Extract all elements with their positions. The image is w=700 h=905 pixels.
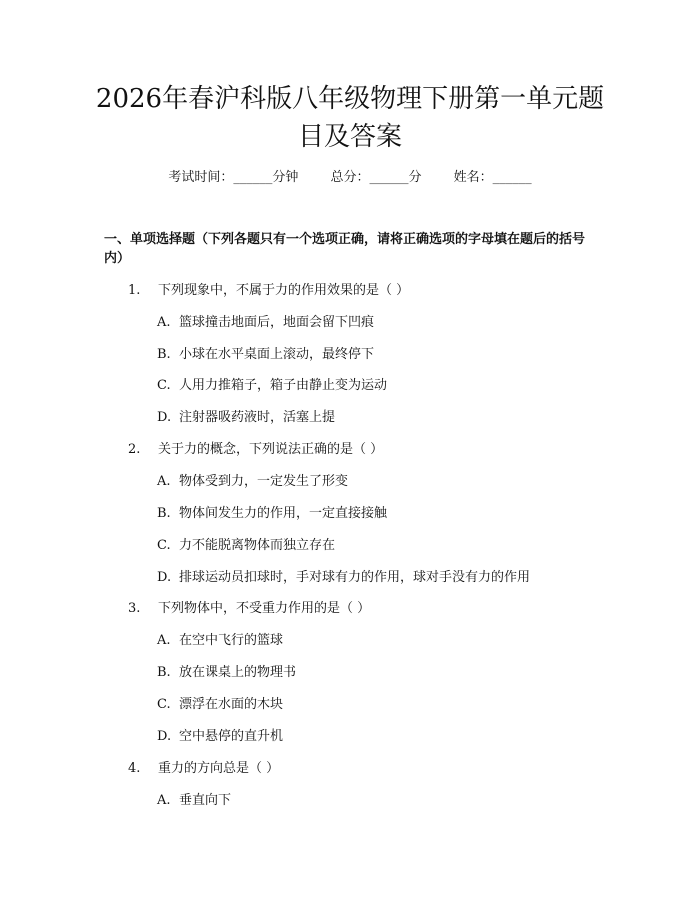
- option-letter: D.: [157, 729, 172, 744]
- question-1-option-a: [157, 313, 374, 333]
- option-letter: A.: [157, 315, 171, 330]
- option-text: 人用力推箱子，箱子由静止变为运动: [179, 378, 388, 393]
- option-letter: C.: [157, 378, 171, 393]
- question-3: [128, 599, 370, 619]
- question-3-option-b: [157, 663, 296, 683]
- option-letter: C.: [157, 697, 171, 712]
- question-2-option-c: [157, 536, 335, 556]
- question-text: 下列物体中，不受重力作用的是（ ）: [158, 601, 371, 616]
- question-number: 4.: [128, 761, 141, 776]
- question-2-option-a: [157, 472, 348, 492]
- question-1-option-b: [157, 345, 374, 365]
- exam-meta: [0, 168, 700, 188]
- option-text: 篮球撞击地面后，地面会留下凹痕: [179, 315, 375, 330]
- question-text: 关于力的概念，下列说法正确的是（ ）: [158, 442, 384, 457]
- question-text: 下列现象中，不属于力的作用效果的是（ ）: [158, 283, 410, 298]
- question-2-option-d: [157, 568, 530, 588]
- option-text: 空中悬停的直升机: [179, 729, 284, 744]
- option-letter: A.: [157, 474, 171, 489]
- question-1-option-d: [157, 408, 335, 428]
- option-text: 垂直向下: [179, 793, 232, 808]
- page-title: 2026年春沪科版八年级物理下册第一单元题目及答案: [95, 84, 605, 152]
- student-name-field: 姓名：______: [453, 170, 532, 185]
- question-number: 3.: [128, 601, 141, 616]
- option-text: 物体受到力，一定发生了形变: [179, 474, 349, 489]
- option-letter: B.: [157, 506, 171, 521]
- option-letter: A.: [157, 793, 171, 808]
- question-number: 1.: [128, 283, 141, 298]
- question-number: 2.: [128, 442, 141, 457]
- section-heading: 一、单项选择题（下列各题只有一个选项正确，请将正确选项的字母填在题后的括号内）: [104, 232, 586, 266]
- question-text: 重力的方向总是（ ）: [158, 761, 280, 776]
- option-letter: B.: [157, 347, 171, 362]
- option-letter: D.: [157, 410, 172, 425]
- option-text: 物体间发生力的作用，一定直接接触: [179, 506, 388, 521]
- option-letter: A.: [157, 633, 171, 648]
- option-letter: B.: [157, 665, 171, 680]
- option-text: 放在课桌上的物理书: [179, 665, 297, 680]
- total-score-field: 总分：______分: [330, 170, 422, 185]
- option-text: 注射器吸药液时，活塞上提: [179, 410, 336, 425]
- option-text: 力不能脱离物体而独立存在: [179, 538, 336, 553]
- question-3-option-d: [157, 727, 283, 747]
- option-text: 排球运动员扣球时，手对球有力的作用，球对手没有力的作用: [179, 570, 531, 585]
- question-1: [128, 281, 409, 301]
- option-text: 漂浮在水面的木块: [179, 697, 284, 712]
- option-text: 在空中飞行的篮球: [179, 633, 284, 648]
- question-1-option-c: [157, 376, 387, 396]
- question-2: [128, 440, 383, 460]
- option-text: 小球在水平桌面上滚动，最终停下: [179, 347, 375, 362]
- question-4: [128, 759, 279, 779]
- question-4-option-a: [157, 791, 231, 811]
- option-letter: D.: [157, 570, 172, 585]
- option-letter: C.: [157, 538, 171, 553]
- exam-time-field: 考试时间：______分钟: [168, 170, 299, 185]
- question-2-option-b: [157, 504, 387, 524]
- question-3-option-c: [157, 695, 283, 715]
- question-3-option-a: [157, 631, 283, 651]
